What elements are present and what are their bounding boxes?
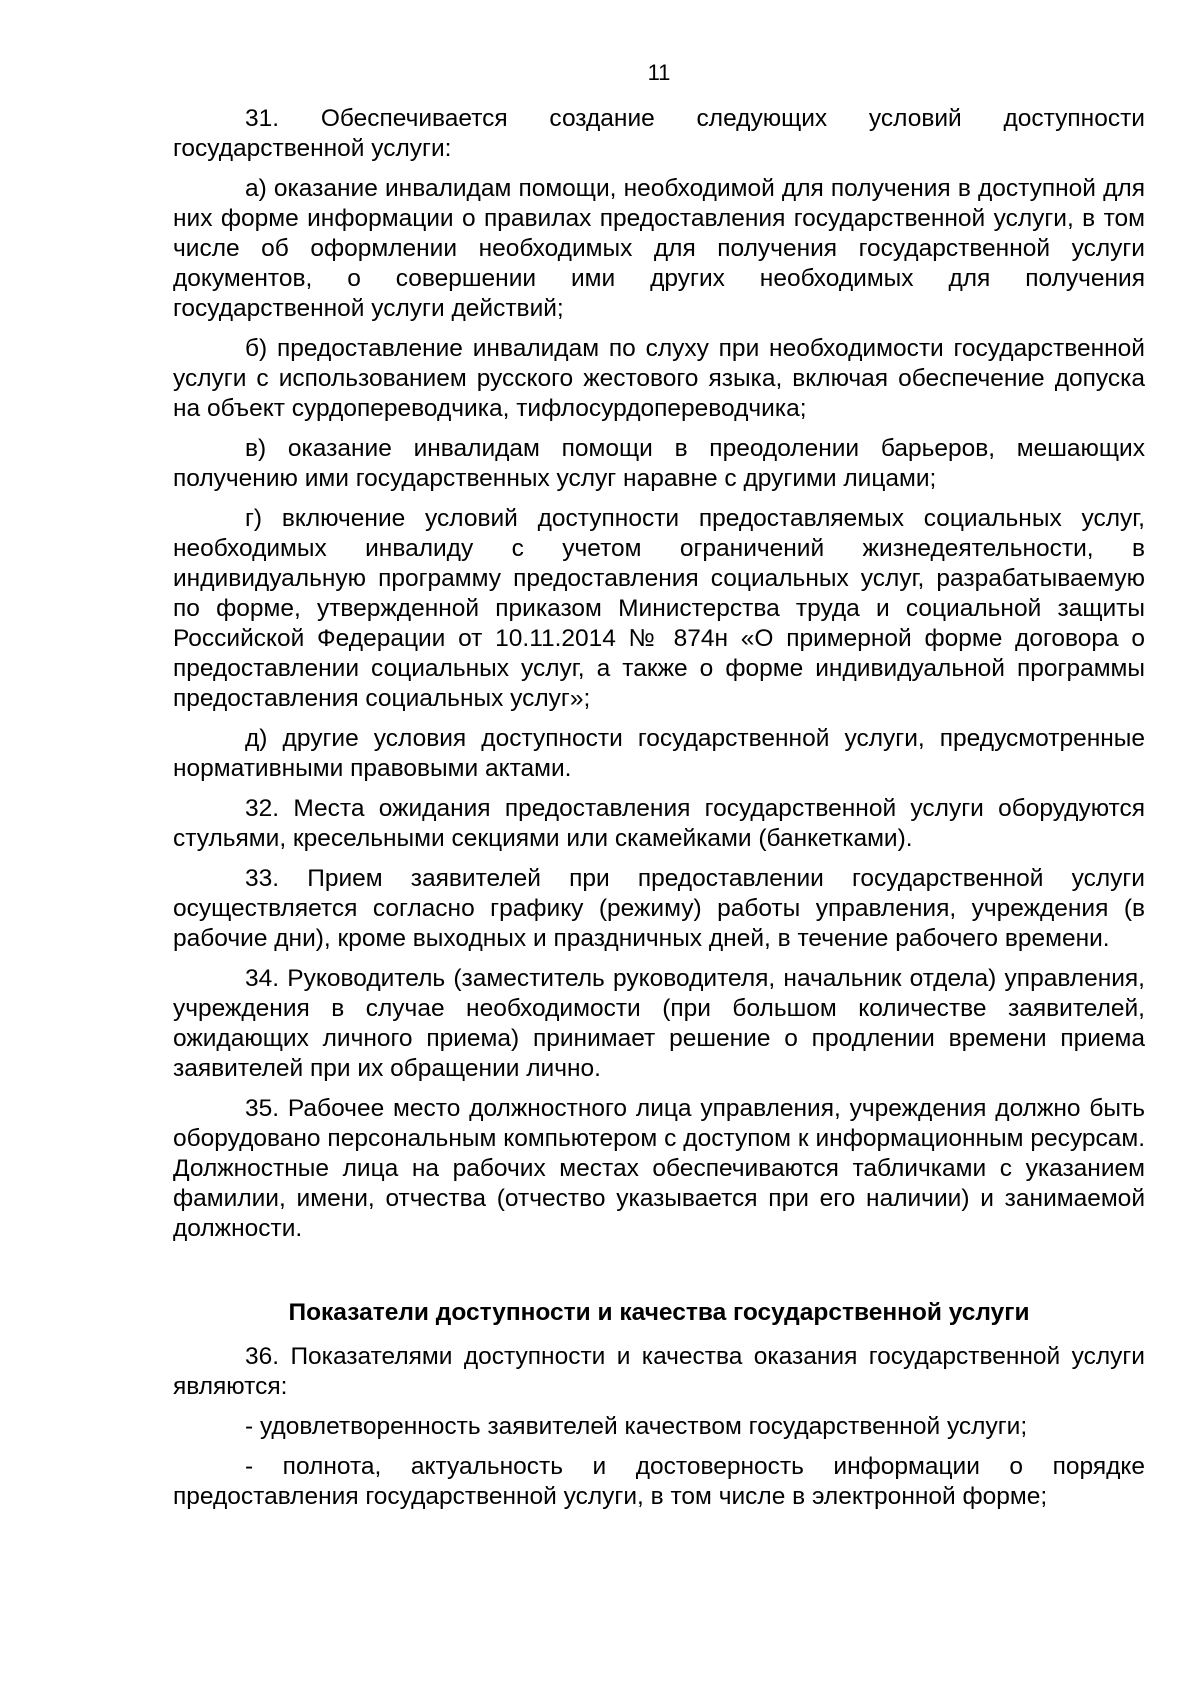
paragraph-34: 34. Руководитель (заместитель руководителя, начальник отдела) управления, учреждения в случае необходимости (при большом количестве заявителей, ожидающих личного приема) принимает решение о продлении времени приема заявителей при их обращении лично. bbox=[173, 965, 1145, 1082]
paragraph-31-b: б) предоставление инвалидам по слуху при необходимости государственной услуги с использованием русского жестового языка, включая обеспечение допуска на объект сурдопереводчика, тифлосурдопереводчика; bbox=[173, 335, 1145, 422]
paragraph-31: 31. Обеспечивается создание следующих условий доступности государственной услуги: bbox=[173, 105, 1145, 162]
paragraph-31-g: г) включение условий доступности предоставляемых социальных услуг, необходимых инвалиду с учетом ограничений жизнедеятельности, в индивидуальную программу предоставления социальных услуг, разрабатываемую по форме, утвержденной приказом Министерства труда и социальной защиты Российской Федерации от 10.11.2014 № 874н «О примерной форме договора о предоставлении социальных услуг, а также о форме индивидуальной программы предоставления социальных услуг»; bbox=[173, 505, 1145, 712]
paragraph-31-d: д) другие условия доступности государственной услуги, предусмотренные нормативными правовыми актами. bbox=[173, 725, 1145, 782]
list-item-satisfaction: - удовлетворенность заявителей качеством государственной услуги; bbox=[245, 1413, 1028, 1440]
paragraph-33: 33. Прием заявителей при предоставлении государственной услуги осуществляется согласно графику (режиму) работы управления, учреждения (в рабочие дни), кроме выходных и праздничных дней, в течение рабочего времени. bbox=[173, 865, 1145, 952]
paragraph-36: 36. Показателями доступности и качества оказания государственной услуги являются: bbox=[173, 1343, 1145, 1400]
paragraph-32: 32. Места ожидания предоставления государственной услуги оборудуются стульями, кресельными секциями или скамейками (банкетками). bbox=[173, 795, 1145, 852]
paragraph-31-v: в) оказание инвалидам помощи в преодолении барьеров, мешающих получению ими государственных услуг наравне с другими лицами; bbox=[173, 435, 1145, 492]
paragraph-35: 35. Рабочее место должностного лица управления, учреждения должно быть оборудовано персональным компьютером с доступом к информационным ресурсам. Должностные лица на рабочих местах обеспечиваются табличками с указанием фамилии, имени, отчества (отчество указывается при его наличии) и занимаемой должности. bbox=[173, 1095, 1145, 1242]
page-number: 11 bbox=[647, 60, 671, 85]
document-page bbox=[173, 58, 1145, 1522]
section-heading: Показатели доступности и качества государственной услуги bbox=[288, 1299, 1030, 1326]
paragraph-31-a: а) оказание инвалидам помощи, необходимой для получения в доступной для них форме информации о правилах предоставления государственной услуги, в том числе об оформлении необходимых для получения государственной услуги документов, о совершении ими других необходимых для получения государственной услуги действий; bbox=[173, 175, 1145, 322]
list-item-information-completeness: - полнота, актуальность и достоверность информации о порядке предоставления государственной услуги, в том числе в электронной форме; bbox=[173, 1453, 1145, 1510]
